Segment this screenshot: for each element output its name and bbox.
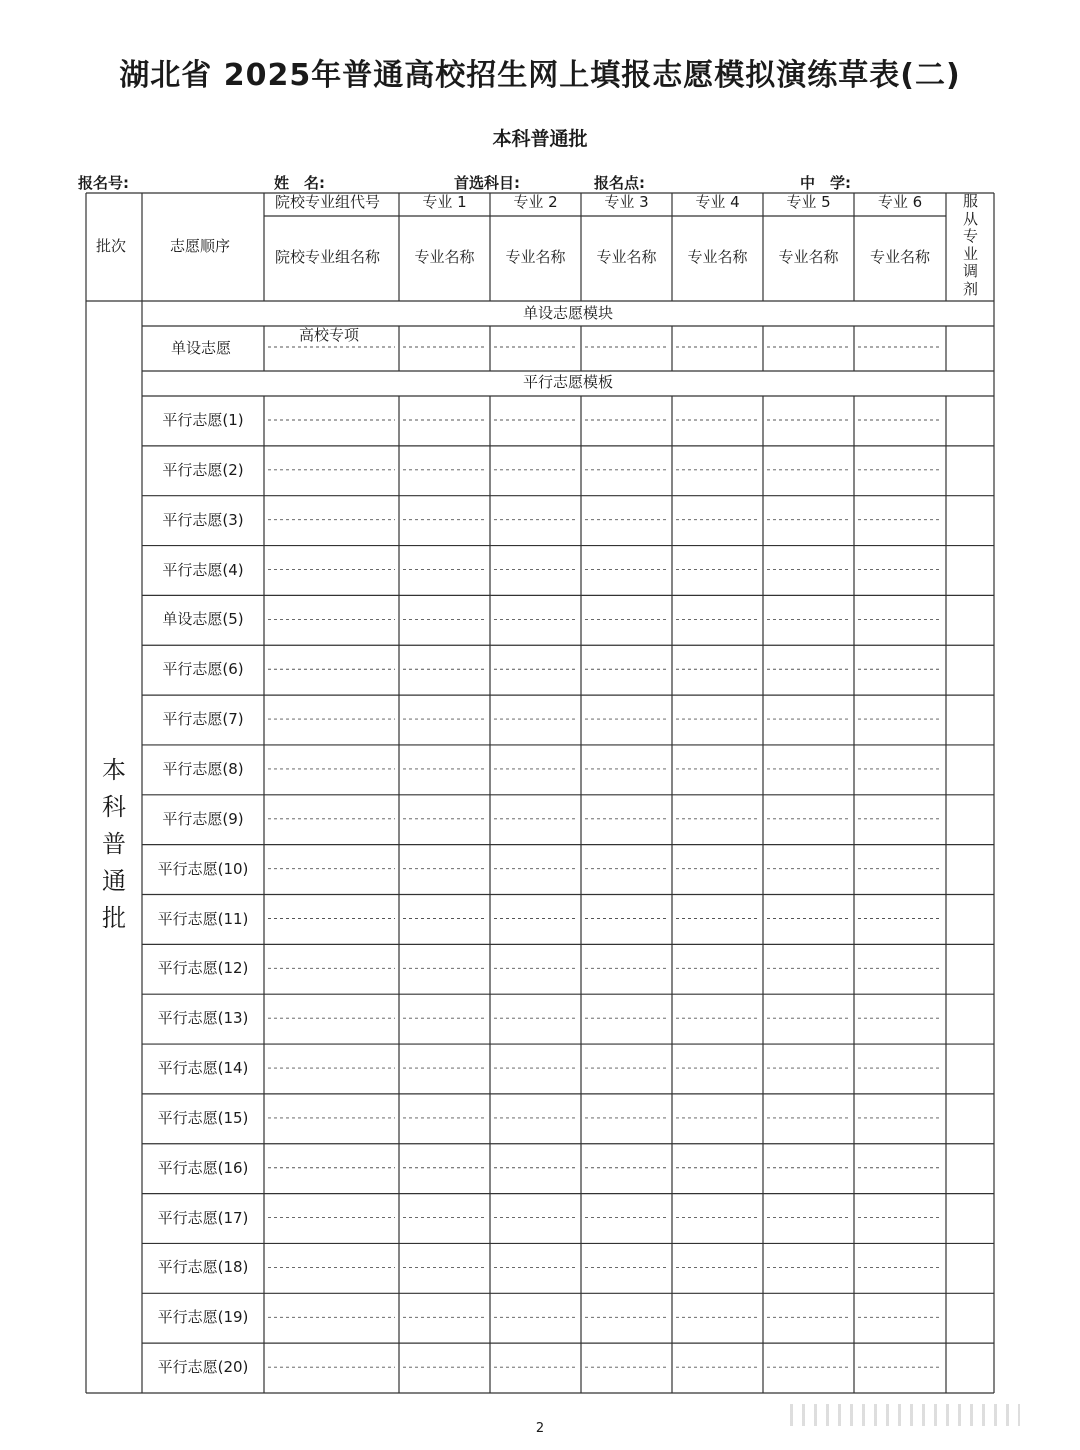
adjust-char: 调: [962, 262, 978, 280]
header-batch: 批次: [96, 237, 127, 255]
parallel-row-label: 平行志愿(12): [157, 959, 249, 978]
document-title: 湖北省 2025年普通高校招生网上填报志愿模拟演练草表(二): [119, 58, 961, 93]
header-major-name: 专业名称: [778, 248, 839, 266]
parallel-row-label: 平行志愿(15): [157, 1108, 249, 1127]
parallel-row-label: 平行志愿(18): [157, 1258, 249, 1277]
header-group-name: 院校专业组名称: [275, 248, 381, 266]
header-major-name: 专业名称: [505, 248, 566, 266]
parallel-row-label: 平行志愿(14): [157, 1059, 249, 1078]
adjust-column-label: [947, 193, 994, 298]
parallel-row-label: 平行志愿(9): [162, 809, 244, 828]
parallel-row-label: 平行志愿(10): [157, 859, 249, 878]
header-major-6: 专业 6: [877, 193, 923, 211]
parallel-row-label: 平行志愿(4): [162, 560, 244, 579]
batch-char: 普: [102, 830, 126, 858]
batch-char: 通: [102, 867, 126, 895]
batch-char: 批: [102, 904, 126, 932]
header-major-name: 专业名称: [869, 248, 930, 266]
header-major-4: 专业 4: [695, 193, 740, 211]
header-major-2: 专业 2: [513, 193, 558, 211]
header-major-name: 专业名称: [687, 248, 748, 266]
parallel-module-label: 平行志愿模板: [522, 373, 613, 391]
header-major-name: 专业名称: [414, 248, 475, 266]
special-label: 高校专项: [299, 326, 360, 344]
parallel-row-label: 平行志愿(20): [157, 1358, 249, 1377]
parallel-row-label: 单设志愿(5): [162, 610, 244, 629]
batch-name-vertical: [86, 752, 142, 937]
header-group-code: 院校专业组代号: [275, 193, 381, 211]
meta-reg-no: 报名号:: [78, 174, 129, 192]
adjust-char: 专: [962, 227, 978, 245]
header-order: 志愿顺序: [170, 237, 231, 255]
adjust-char: 业: [962, 244, 978, 263]
parallel-row-label: 平行志愿(16): [157, 1158, 249, 1177]
batch-char: 科: [102, 793, 126, 821]
header-major-name: 专业名称: [596, 248, 657, 266]
header-major-3: 专业 3: [604, 193, 649, 211]
adjust-char: 剂: [962, 279, 978, 298]
parallel-row-label: 平行志愿(19): [157, 1308, 249, 1327]
page-number: 2: [535, 1421, 545, 1436]
meta-site: 报名点:: [594, 174, 645, 192]
parallel-row-label: 平行志愿(17): [157, 1208, 249, 1227]
single-module-label: 单设志愿模块: [522, 304, 613, 322]
parallel-row-label: 平行志愿(7): [162, 710, 244, 729]
parallel-row-label: 平行志愿(2): [162, 460, 244, 479]
header-major-5: 专业 5: [786, 193, 831, 211]
parallel-row-label: 平行志愿(8): [162, 759, 244, 778]
parallel-row-label: 平行志愿(1): [162, 411, 244, 429]
meta-school: 中 学:: [800, 174, 851, 192]
parallel-row-label: 平行志愿(3): [162, 510, 244, 529]
adjust-char: 从: [962, 209, 978, 228]
single-row-label: 单设志愿: [171, 339, 232, 357]
parallel-row-label: 平行志愿(6): [162, 660, 244, 679]
meta-name: 姓 名:: [274, 174, 325, 192]
meta-subject: 首选科目:: [454, 174, 520, 192]
parallel-row-label: 平行志愿(11): [157, 909, 249, 928]
header-major-1: 专业 1: [422, 193, 467, 211]
adjust-char: 服: [962, 192, 978, 210]
batch-char: 本: [102, 756, 126, 784]
parallel-row-label: 平行志愿(13): [157, 1009, 249, 1028]
batch-subtitle: 本科普通批: [492, 128, 588, 150]
